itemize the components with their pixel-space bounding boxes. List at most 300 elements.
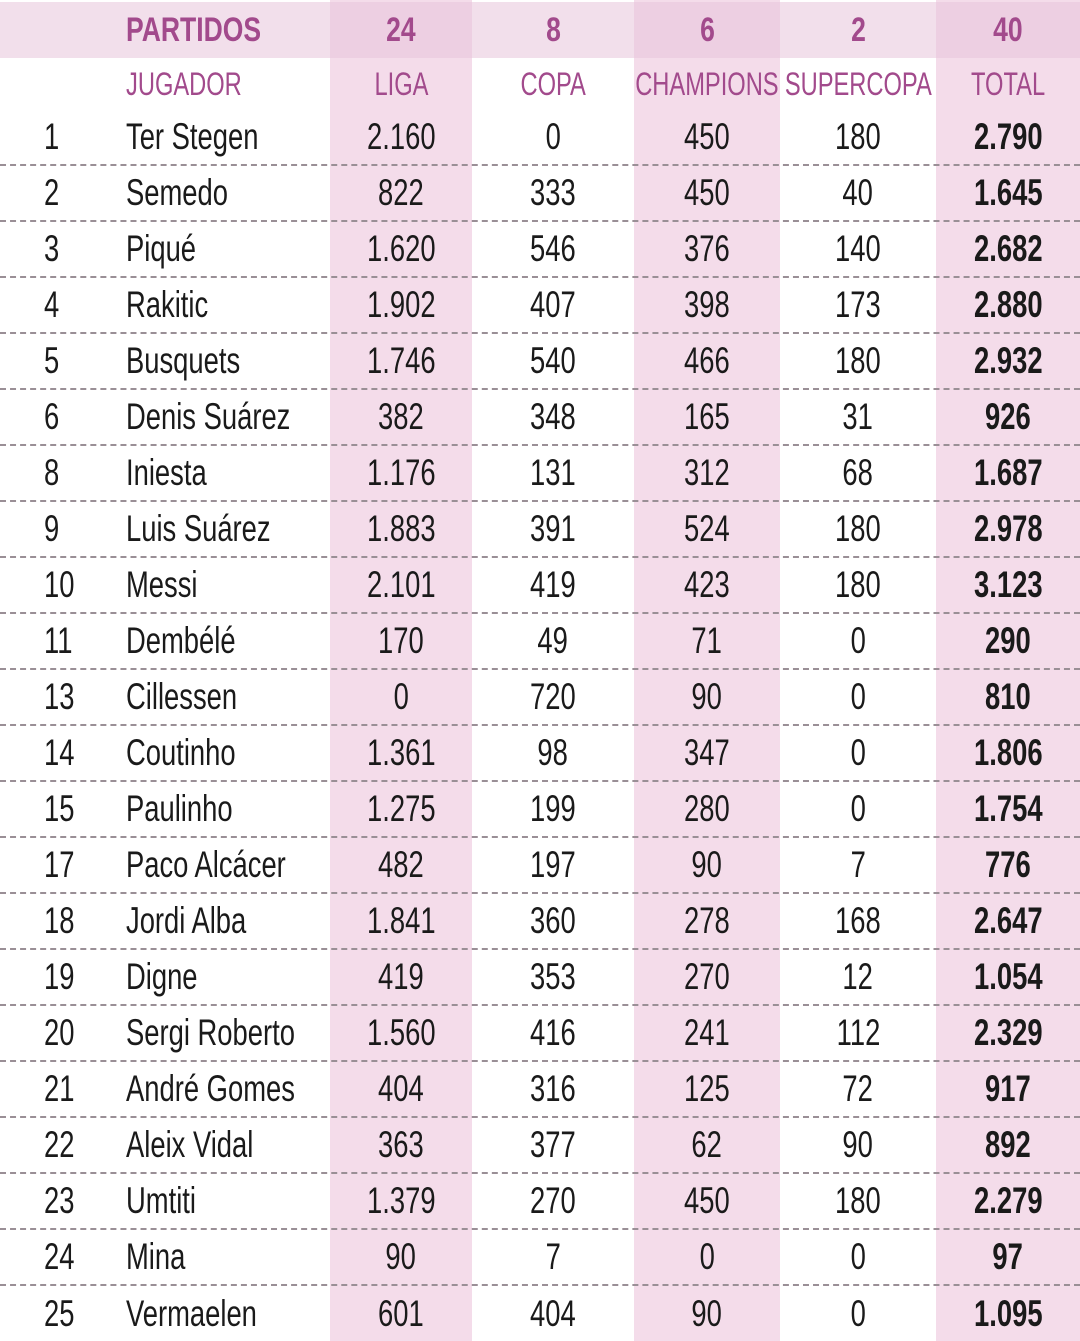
supercopa-minutes-cell [780, 334, 936, 388]
total-minutes: 1.054 [973, 956, 1043, 997]
player-number-cell [0, 334, 118, 388]
supercopa-minutes-cell [780, 390, 936, 444]
champions-minutes: 280 [684, 788, 730, 829]
liga-minutes-cell [330, 558, 472, 612]
player-rows [0, 110, 1080, 1341]
player-name: Umtiti [126, 1180, 196, 1221]
player-name-cell [118, 1230, 330, 1284]
liga-minutes: 1.883 [366, 508, 436, 549]
table-row [0, 1174, 1080, 1230]
copa-minutes-cell [472, 614, 634, 668]
supercopa-minutes: 173 [835, 284, 881, 325]
player-name-cell [118, 782, 330, 836]
liga-minutes-cell [330, 334, 472, 388]
copa-minutes-cell [472, 166, 634, 220]
player-name: Mina [126, 1236, 186, 1277]
partidos-liga: 24 [386, 10, 416, 49]
total-minutes-cell [936, 726, 1080, 780]
supercopa-minutes-cell [780, 166, 936, 220]
champions-minutes-cell [634, 1230, 780, 1284]
liga-minutes: 1.620 [366, 228, 436, 269]
liga-minutes-cell [330, 1174, 472, 1228]
supercopa-minutes-cell [780, 502, 936, 556]
total-minutes-cell [936, 1062, 1080, 1116]
player-number: 23 [44, 1180, 75, 1221]
total-minutes: 290 [985, 620, 1031, 661]
champions-minutes-cell [634, 1286, 780, 1341]
liga-minutes: 1.176 [366, 452, 436, 493]
copa-minutes-cell [472, 838, 634, 892]
copa-minutes: 333 [530, 172, 576, 213]
liga-minutes: 482 [378, 844, 424, 885]
champions-minutes-cell [634, 838, 780, 892]
table-row [0, 894, 1080, 950]
player-number-cell [0, 1286, 118, 1341]
supercopa-minutes: 0 [850, 732, 866, 773]
champions-minutes: 0 [699, 1236, 715, 1277]
champions-minutes: 270 [684, 956, 730, 997]
copa-minutes-cell [472, 1062, 634, 1116]
copa-header: COPA [520, 65, 586, 102]
player-number-cell [0, 502, 118, 556]
total-minutes: 926 [985, 396, 1031, 437]
champions-minutes: 450 [684, 172, 730, 213]
player-name-cell [118, 1174, 330, 1228]
table-row [0, 838, 1080, 894]
copa-minutes-cell [472, 1006, 634, 1060]
liga-minutes: 822 [378, 172, 424, 213]
player-number: 15 [44, 788, 75, 829]
total-minutes: 892 [985, 1124, 1031, 1165]
liga-minutes: 404 [378, 1068, 424, 1109]
player-name-cell [118, 222, 330, 276]
supercopa-minutes-cell [780, 782, 936, 836]
champions-minutes-cell [634, 1062, 780, 1116]
copa-minutes: 270 [530, 1180, 576, 1221]
copa-minutes-cell [472, 1286, 634, 1341]
player-name: Busquets [126, 340, 241, 381]
table-row [0, 446, 1080, 502]
player-name-cell [118, 838, 330, 892]
player-name-cell [118, 166, 330, 220]
total-minutes: 2.682 [973, 228, 1043, 269]
champions-minutes-cell [634, 782, 780, 836]
champions-minutes: 278 [684, 900, 730, 941]
copa-header-cell [472, 58, 634, 110]
supercopa-minutes: 68 [842, 452, 874, 493]
liga-minutes: 0 [393, 676, 409, 717]
player-number: 11 [44, 620, 73, 661]
player-name: Messi [126, 564, 198, 605]
partidos-label: PARTIDOS [126, 10, 262, 49]
total-minutes-cell [936, 222, 1080, 276]
copa-minutes-cell [472, 782, 634, 836]
partidos-copa: 8 [545, 10, 561, 49]
player-name: André Gomes [126, 1068, 295, 1109]
liga-minutes: 1.560 [366, 1012, 436, 1053]
liga-minutes-cell [330, 502, 472, 556]
copa-minutes: 98 [537, 732, 569, 773]
copa-minutes-cell [472, 446, 634, 500]
partidos-supercopa-cell [780, 2, 936, 58]
copa-minutes: 348 [530, 396, 576, 437]
supercopa-minutes-cell [780, 446, 936, 500]
liga-minutes: 1.275 [366, 788, 436, 829]
player-number-cell [0, 1006, 118, 1060]
copa-minutes-cell [472, 334, 634, 388]
liga-minutes: 382 [378, 396, 424, 437]
liga-minutes: 419 [378, 956, 424, 997]
champions-minutes: 398 [684, 284, 730, 325]
player-number-cell [0, 1118, 118, 1172]
copa-minutes: 546 [530, 228, 576, 269]
player-number: 4 [44, 284, 60, 325]
player-name: Dembélé [126, 620, 236, 661]
partidos-total-cell [936, 2, 1080, 58]
table-row [0, 782, 1080, 838]
player-number-cell [0, 726, 118, 780]
copa-minutes: 360 [530, 900, 576, 941]
supercopa-minutes-cell [780, 1062, 936, 1116]
partidos-copa-cell [472, 2, 634, 58]
player-name-cell [118, 334, 330, 388]
table-row [0, 1062, 1080, 1118]
liga-minutes-cell [330, 614, 472, 668]
supercopa-minutes: 168 [835, 900, 881, 941]
total-minutes-cell [936, 1174, 1080, 1228]
champions-minutes: 347 [684, 732, 730, 773]
supercopa-minutes: 31 [842, 396, 874, 437]
liga-minutes-cell [330, 222, 472, 276]
player-name-cell [118, 558, 330, 612]
copa-minutes-cell [472, 1230, 634, 1284]
total-header: TOTAL [970, 65, 1046, 102]
total-minutes: 1.754 [973, 788, 1043, 829]
player-number-cell [0, 670, 118, 724]
total-minutes: 2.790 [973, 116, 1043, 157]
total-header-cell [936, 58, 1080, 110]
champions-minutes-cell [634, 390, 780, 444]
champions-minutes: 125 [684, 1068, 730, 1109]
champions-minutes: 90 [691, 1293, 723, 1334]
player-number: 24 [44, 1236, 75, 1277]
copa-minutes-cell [472, 278, 634, 332]
supercopa-header-cell [780, 58, 936, 110]
champions-minutes-cell [634, 670, 780, 724]
supercopa-minutes: 140 [835, 228, 881, 269]
jugador-header: JUGADOR [126, 65, 242, 102]
player-name: Aleix Vidal [126, 1124, 254, 1165]
total-minutes-cell [936, 166, 1080, 220]
copa-minutes: 316 [530, 1068, 576, 1109]
total-minutes: 1.095 [973, 1293, 1043, 1334]
table-row [0, 1286, 1080, 1341]
table-row [0, 1230, 1080, 1286]
supercopa-minutes: 180 [835, 564, 881, 605]
player-number: 2 [44, 172, 60, 213]
player-name: Iniesta [126, 452, 207, 493]
champions-minutes: 71 [691, 620, 723, 661]
player-number: 17 [44, 844, 75, 885]
table-row [0, 502, 1080, 558]
supercopa-minutes: 12 [842, 956, 874, 997]
table-row [0, 110, 1080, 166]
total-minutes: 810 [985, 676, 1031, 717]
supercopa-minutes: 180 [835, 116, 881, 157]
champions-minutes: 90 [691, 676, 723, 717]
player-name: Paco Alcácer [126, 844, 286, 885]
copa-minutes-cell [472, 558, 634, 612]
player-name: Cillessen [126, 676, 238, 717]
copa-minutes: 377 [530, 1124, 576, 1165]
liga-minutes-cell [330, 894, 472, 948]
liga-minutes-cell [330, 950, 472, 1004]
player-name-cell [118, 950, 330, 1004]
copa-minutes-cell [472, 1174, 634, 1228]
table-row [0, 950, 1080, 1006]
liga-minutes: 170 [378, 620, 424, 661]
copa-minutes: 353 [530, 956, 576, 997]
total-minutes-cell [936, 558, 1080, 612]
player-number-cell [0, 222, 118, 276]
player-number-cell [0, 950, 118, 1004]
supercopa-minutes-cell [780, 726, 936, 780]
champions-minutes: 312 [684, 452, 730, 493]
champions-minutes-cell [634, 558, 780, 612]
supercopa-minutes-cell [780, 1286, 936, 1341]
player-number: 13 [44, 676, 75, 717]
table-row [0, 222, 1080, 278]
champions-minutes: 165 [684, 396, 730, 437]
player-name-cell [118, 894, 330, 948]
player-number: 25 [44, 1293, 75, 1334]
player-name: Semedo [126, 172, 228, 213]
table-row [0, 390, 1080, 446]
partidos-total: 40 [993, 10, 1023, 49]
player-number: 14 [44, 732, 75, 773]
copa-minutes: 197 [530, 844, 576, 885]
copa-minutes-cell [472, 390, 634, 444]
liga-minutes-cell [330, 670, 472, 724]
champions-minutes-cell [634, 278, 780, 332]
liga-minutes-cell [330, 1230, 472, 1284]
table-row [0, 670, 1080, 726]
table-row [0, 1006, 1080, 1062]
player-number-cell [0, 894, 118, 948]
liga-minutes-cell [330, 1118, 472, 1172]
total-minutes-cell [936, 502, 1080, 556]
liga-minutes-cell [330, 110, 472, 164]
table-row [0, 614, 1080, 670]
total-minutes-cell [936, 110, 1080, 164]
supercopa-minutes: 7 [850, 844, 866, 885]
table-row [0, 558, 1080, 614]
total-minutes: 1.645 [973, 172, 1043, 213]
total-minutes: 3.123 [973, 564, 1043, 605]
player-number-cell [0, 782, 118, 836]
player-number-cell [0, 1062, 118, 1116]
partidos-champions: 6 [699, 10, 715, 49]
champions-minutes: 241 [684, 1012, 730, 1053]
player-name: Rakitic [126, 284, 209, 325]
liga-minutes-cell [330, 390, 472, 444]
champions-minutes-cell [634, 166, 780, 220]
champions-minutes: 90 [691, 844, 723, 885]
liga-minutes: 1.379 [366, 1180, 436, 1221]
supercopa-minutes-cell [780, 1006, 936, 1060]
supercopa-minutes: 180 [835, 1180, 881, 1221]
supercopa-minutes-cell [780, 1174, 936, 1228]
total-minutes-cell [936, 390, 1080, 444]
total-minutes-cell [936, 1230, 1080, 1284]
liga-minutes: 2.101 [366, 564, 436, 605]
total-minutes-cell [936, 838, 1080, 892]
total-minutes: 2.880 [973, 284, 1043, 325]
liga-minutes: 363 [378, 1124, 424, 1165]
total-minutes-cell [936, 670, 1080, 724]
copa-minutes: 419 [530, 564, 576, 605]
liga-minutes-cell [330, 1062, 472, 1116]
champions-minutes-cell [634, 894, 780, 948]
copa-minutes-cell [472, 950, 634, 1004]
player-name-cell [118, 110, 330, 164]
champions-minutes-cell [634, 1174, 780, 1228]
player-number: 22 [44, 1124, 75, 1165]
total-minutes-cell [936, 782, 1080, 836]
player-number-cell [0, 614, 118, 668]
player-name: Sergi Roberto [126, 1012, 295, 1053]
player-number-cell [0, 110, 118, 164]
champions-minutes: 450 [684, 1180, 730, 1221]
champions-minutes-cell [634, 726, 780, 780]
total-minutes-cell [936, 614, 1080, 668]
copa-minutes: 416 [530, 1012, 576, 1053]
champions-minutes: 62 [691, 1124, 723, 1165]
table-row [0, 334, 1080, 390]
total-minutes: 2.978 [973, 508, 1043, 549]
copa-minutes: 407 [530, 284, 576, 325]
player-number: 21 [44, 1068, 75, 1109]
player-name: Jordi Alba [126, 900, 247, 941]
player-number: 19 [44, 956, 75, 997]
player-name-cell [118, 446, 330, 500]
player-name-cell [118, 670, 330, 724]
copa-minutes: 199 [530, 788, 576, 829]
champions-minutes-cell [634, 110, 780, 164]
copa-minutes-cell [472, 1118, 634, 1172]
total-minutes-cell [936, 1006, 1080, 1060]
total-minutes: 2.932 [973, 340, 1043, 381]
supercopa-minutes: 180 [835, 340, 881, 381]
champions-minutes-cell [634, 334, 780, 388]
total-minutes-cell [936, 278, 1080, 332]
liga-minutes-cell [330, 278, 472, 332]
champions-minutes-cell [634, 950, 780, 1004]
player-number: 9 [44, 508, 60, 549]
champions-minutes-cell [634, 1006, 780, 1060]
supercopa-minutes-cell [780, 110, 936, 164]
champions-minutes: 466 [684, 340, 730, 381]
champions-header-cell [634, 58, 780, 110]
liga-minutes-cell [330, 1006, 472, 1060]
player-number: 20 [44, 1012, 75, 1053]
champions-minutes: 450 [684, 116, 730, 157]
supercopa-minutes: 112 [836, 1012, 880, 1053]
champions-minutes-cell [634, 1118, 780, 1172]
total-minutes-cell [936, 446, 1080, 500]
partidos-supercopa: 2 [850, 10, 866, 49]
copa-minutes-cell [472, 726, 634, 780]
supercopa-minutes-cell [780, 838, 936, 892]
table-row [0, 1118, 1080, 1174]
supercopa-minutes-cell [780, 614, 936, 668]
total-minutes: 776 [985, 844, 1031, 885]
liga-minutes: 1.902 [366, 284, 436, 325]
player-number-cell [0, 166, 118, 220]
supercopa-minutes-cell [780, 222, 936, 276]
supercopa-minutes: 40 [842, 172, 874, 213]
copa-minutes: 404 [530, 1293, 576, 1334]
player-number: 18 [44, 900, 75, 941]
player-number: 5 [44, 340, 60, 381]
supercopa-minutes: 72 [842, 1068, 874, 1109]
liga-minutes: 1.746 [366, 340, 436, 381]
supercopa-minutes-cell [780, 1230, 936, 1284]
liga-minutes-cell [330, 726, 472, 780]
liga-minutes-cell [330, 782, 472, 836]
total-minutes: 1.687 [973, 452, 1043, 493]
liga-minutes-cell [330, 838, 472, 892]
table-row [0, 166, 1080, 222]
player-name: Coutinho [126, 732, 236, 773]
player-number-cell [0, 1230, 118, 1284]
copa-minutes: 49 [537, 620, 569, 661]
total-minutes: 2.329 [973, 1012, 1043, 1053]
champions-minutes-cell [634, 614, 780, 668]
liga-minutes: 1.361 [366, 732, 436, 773]
champions-minutes: 423 [684, 564, 730, 605]
column-header-row [0, 58, 1080, 110]
champions-minutes: 376 [684, 228, 730, 269]
liga-minutes: 601 [378, 1293, 424, 1334]
supercopa-minutes: 0 [850, 676, 866, 717]
supercopa-minutes-cell [780, 670, 936, 724]
player-number-cell [0, 446, 118, 500]
liga-minutes-cell [330, 446, 472, 500]
liga-minutes-cell [330, 1286, 472, 1341]
player-number-cell [0, 558, 118, 612]
partidos-champions-cell [634, 2, 780, 58]
champions-minutes: 524 [684, 508, 730, 549]
champions-header: CHAMPIONS [635, 65, 779, 102]
column-header-num [0, 58, 118, 110]
player-name: Ter Stegen [126, 116, 259, 157]
player-name-cell [118, 614, 330, 668]
copa-minutes-cell [472, 502, 634, 556]
player-name: Digne [126, 956, 198, 997]
table-row [0, 278, 1080, 334]
partidos-header-row [0, 2, 1080, 58]
copa-minutes-cell [472, 670, 634, 724]
jugador-header-cell [118, 58, 330, 110]
copa-minutes-cell [472, 110, 634, 164]
supercopa-minutes: 180 [835, 508, 881, 549]
total-minutes: 2.279 [973, 1180, 1043, 1221]
player-number: 3 [44, 228, 60, 269]
player-name: Vermaelen [126, 1293, 257, 1334]
copa-minutes-cell [472, 222, 634, 276]
copa-minutes: 0 [545, 116, 561, 157]
